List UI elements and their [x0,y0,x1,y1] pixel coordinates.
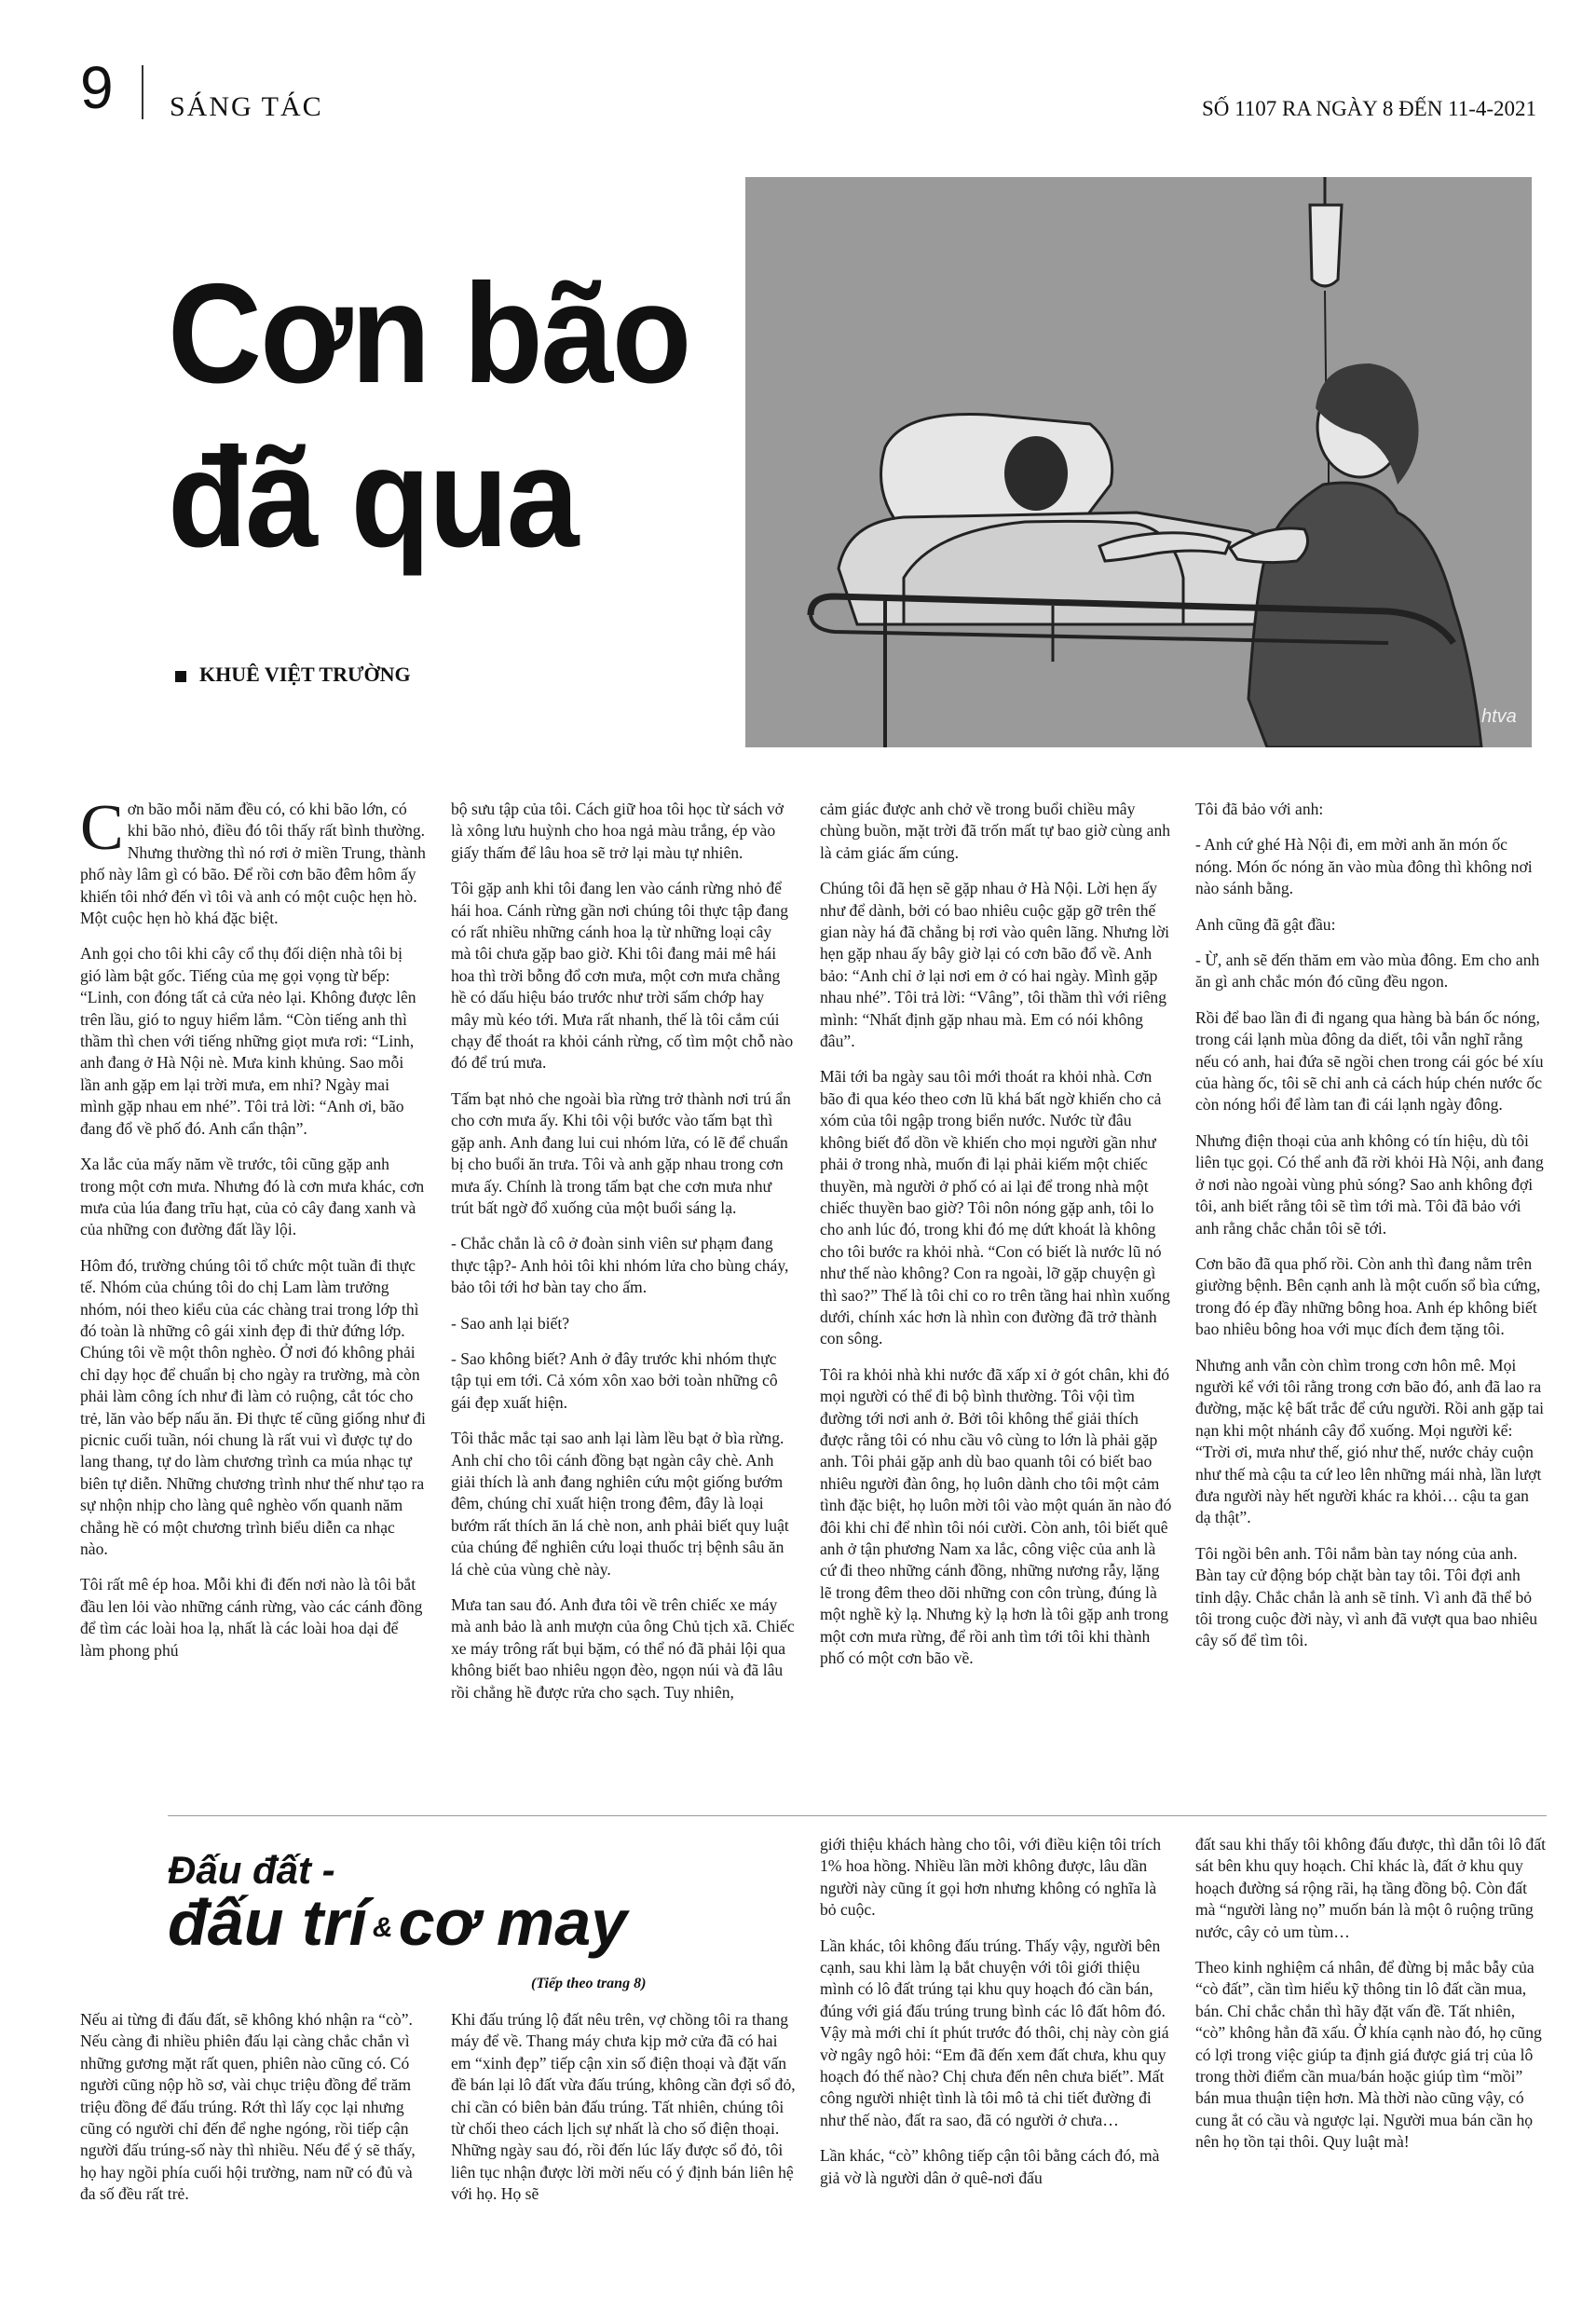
paragraph: - Chắc chắn là cô ở đoàn sinh viên sư phạm đang thực tập?- Anh hỏi tôi khi nhóm lửa cho bùng cháy, bảo tôi tới hơ bàn tay cho ấm. [451,1234,789,1297]
paragraph: Nhưng anh vẫn còn chìm trong cơn hôn mê. Mọi người kể với tôi rằng trong cơn bão đó, anh đã lao ra đường, mặc kệ bất trắc để cứu người. Rồi anh gặp tai nạn khi một nhánh cây đổ xuống. Mọi người kể: “Trời ơi, mưa như thế, gió như thế, nước chảy cuộn như thế mà cậu ta cứ leo lên những mái nhà, lần lượt đưa người này hết người khác ra khỏi… cậu ta gan dạ thật”. [1195,1355,1545,1527]
author-name: KHUÊ VIỆT TRƯỜNG [199,663,411,686]
paragraph: - Sao không biết? Anh ở đây trước khi nhóm thực tập tụi em tới. Cả xóm xôn xao bởi toàn những cô gái đẹp xuất hiện. [451,1348,778,1412]
page-number: 9 [80,54,114,121]
continued-note: (Tiếp theo trang 8) [531,1976,647,1991]
section-label: SÁNG TÁC [170,91,323,122]
paragraph: Lần khác, “cò” không tiếp cận tôi bằng cách đó, mà giả vờ là người dân ở quê-nơi đấu [820,2146,1160,2187]
article2-title-part1: đấu trí [168,1886,367,1959]
drop-cap: C [80,792,124,864]
paragraph: Tôi thắc mắc tại sao anh lại làm lều bạt ở bìa rừng. Anh chỉ cho tôi cánh đồng bạt ngàn cây chè. Anh giải thích là anh đang nghiên cứu một giống bướm đêm, chúng chỉ xuất hiện trong đêm, đây là loại bướm rất thích ăn lá chè non, anh phải biết quy luật của chúng để nghiên cứu loại thuốc trị bệnh sâu ăn lá chè của vùng chè này. [451,1429,789,1579]
paragraph: Mưa tan sau đó. Anh đưa tôi về trên chiếc xe máy mà anh bảo là anh mượn của ông Chủ tịch xã. Chiếc xe máy trông rất bụi bặm, có thể nó đã phải lội qua không biết bao nhiêu ngọn đèo, ngọn núi và đã lâu rồi chẳng hề được rửa cho sạch. Tuy nhiên, [451,1595,795,1702]
paragraph: giới thiệu khách hàng cho tôi, với điều kiện tôi trích 1% hoa hồng. Nhiều lần mời không được, lâu dần người này cũng ít gọi hơn nhưng không có nghĩa là bỏ cuộc. [820,1835,1162,1920]
story-title-line1: Cơn bão [168,254,690,413]
bullet-square-icon [175,671,186,682]
article2-column-1 [80,2009,425,2220]
article2-column-2 [451,2009,796,2220]
paragraph: - Sao anh lại biết? [451,1313,570,1333]
paragraph: cảm giác được anh chở về trong buổi chiều mây chùng buồn, mặt trời đã trốn mất tự bao giờ cùng anh là cảm giác ấm cúng. [820,800,1171,862]
paragraph: Mãi tới ba ngày sau tôi mới thoát ra khỏi nhà. Cơn bão đi qua kéo theo cơn lũ khá bất ngờ khiến cho cả xóm của tôi ngập trong biển nước. Nước từ đâu không biết đổ dồn về khiến cho mọi người gần như phải ở trong nhà, muốn đi lại phải kiếm một chiếc thuyền, mà người ở phố có ai lại để trong nhà một chiếc thuyền bao giờ? Tôi nôn nóng gặp anh, tôi lo cho anh lúc đó, trong khi đó mẹ dứt khoát là không cho tôi bước ra khỏi nhà. “Con có biết là nước lũ nó như thế nào không? Con ra ngoài, lỡ gặp chuyện gì thì sao?” Thế là tôi chỉ co ro trên tầng hai nhìn xuống dưới, chính xác hơn là nhìn con đường đã trở thành con sông. [820,1067,1170,1348]
paragraph: Theo kinh nghiệm cá nhân, để đừng bị mắc bẫy của “cò đất”, cần tìm hiểu kỹ thông tin lô đất cần mua, bán. Chỉ chắc chắn thì hãy đặt vấn đề. Tất nhiên, “cò” không hẳn đã xấu. Ở khía cạnh nào đó, họ cũng có lợi trong việc giúp ta định giá được giá trị của lô trong thời điểm cần mua/bán hoặc giúp tìm “mồi” bán mua thuận tiện hơn. Mà thời nào cũng vậy, có cung ắt có cầu và ngược lại. Người mua bán cần họ nên họ tồn tại thôi. Quy luật mà! [1195,1958,1542,2152]
article2-column-3 [820,1834,1174,2203]
article2-column-4 [1195,1834,1548,2168]
story-column-2 [451,799,796,1717]
paragraph: Anh cũng đã gật đầu: [1195,914,1336,934]
paragraph: Lần khác, tôi không đấu trúng. Thấy vậy, người bên cạnh, sau khi làm lạ bắt chuyện với tôi giới thiệu mình có lô đất trúng tại khu quy hoạch đó cần bán, đúng với giá đấu trúng trung bình các lô đất hôm đó. Vậy mà mới chỉ ít phút trước đó thôi, chị này còn giá vờ ngây ngô hỏi: “Em đã đến xem đất chưa, khu quy hoạch đó thế nào? Chị chưa đến nên chưa biết”. Mất công người nhiệt tình là tôi mô tả chi tiết đường đi như thế nào, đất ra sao, đã có người ở chưa… [820,1936,1169,2129]
issue-info: SỐ 1107 RA NGÀY 8 ĐẾN 11-4-2021 [1202,97,1537,120]
story-column-3 [820,799,1174,1683]
paragraph: Rồi để bao lần đi đi ngang qua hàng bà bán ốc nóng, trong cái lạnh mùa đông da diết, tôi vẫn nghĩ rằng nếu có anh, hai đứa sẽ ngồi chen trong cái góc bé xíu của hàng ốc, tôi sẽ chỉ anh cả cách húp chén nước ốc còn nóng hổi để làm tan đi cái lạnh ngày đông. [1195,1007,1544,1115]
section-divider [168,1815,1547,1816]
illustration-signature: htva [1481,706,1517,727]
paragraph: Tôi đã bảo với anh: [1195,800,1324,818]
article2-title-line1: Đấu đất - [168,1848,335,1892]
paragraph: Chúng tôi đã hẹn sẽ gặp nhau ở Hà Nội. Lời hẹn ấy như để dành, bởi có bao nhiêu cuộc gặp gỡ trên thế gian này há đã chẳng bị rơi vào quên lãng. Nhưng lời hẹn gặp nhau ấy bây giờ lại có cơn bão đổ về. Anh bảo: “Anh chỉ ở lại nơi em ở có hai ngày. Mình gặp nhau nhé”. Tôi trả lời: “Vâng”, tôi thầm thì với riêng mình: “Nhất định gặp nhau mà. Em có nói không đâu”. [820,879,1170,1051]
paragraph: Tôi ngồi bên anh. Tôi nắm bàn tay nóng của anh. Bàn tay cử động bóp chặt bàn tay tôi. Tôi đợi anh tỉnh dậy. Chắc chắn là anh sẽ tỉnh. Vì anh đã thể bỏ tôi trong cuộc đời này, vì anh đã vượt qua bao nhiêu cây số để tìm tôi. [1195,1543,1538,1650]
paragraph: Tôi gặp anh khi tôi đang len vào cánh rừng nhỏ để hái hoa. Cánh rừng gần nơi chúng tôi thực tập đang có rất nhiều những cánh hoa lạ từ những loại cây mà tôi chưa gặp bao giờ. Khi tôi đang mải mê hái hoa thì trời bỗng đổ cơn mưa, một cơn mưa chẳng hề có dấu hiệu báo trước như trời sấm chớp hay mây mù kéo tới. Mưa rất nhanh, thế là tôi cắm cúi chạy để thoát ra khỏi cánh rừng, cố tìm một chỗ nào đó để trú mưa. [451,879,794,1073]
paragraph: Tấm bạt nhỏ che ngoài bìa rừng trở thành nơi trú ẩn cho cơn mưa ấy. Khi tôi vội bước vào tấm bạt thì gặp anh. Anh đang lui cui nhóm lửa, có lẽ để chuẩn bị cho buổi ăn trưa. Tôi và anh gặp nhau trong cơn mưa ấy. Chính là trong tấm bạt che cơn mưa như trút bất ngờ đổ xuống của một buổi sáng lạ. [451,1088,791,1217]
paragraph: bộ sưu tập của tôi. Cách giữ hoa tôi học từ sách vở là xông lưu huỳnh cho hoa ngả màu trắng, ép vào giấy thấm để lâu hoa sẽ trở lại màu tự nhiên. [451,800,784,862]
paragraph: - Ừ, anh sẽ đến thăm em vào mùa đông. Em cho anh ăn gì anh chắc món đó cũng đều ngon. [1195,951,1540,992]
paragraph: Cơn bão đã qua phố rồi. Còn anh thì đang nằm trên giường bệnh. Bên cạnh anh là một cuốn sổ bìa cứng, trong đó ép đầy những bông hoa. Anh ép không biết bao nhiêu bông hoa với mục đích đem tặng tôi. [1195,1253,1541,1339]
paragraph: Xa lắc của mấy năm về trước, tôi cũng gặp anh trong một cơn mưa. Nhưng đó là cơn mưa khác, cơn mưa của lúa đang trĩu hạt, của cỏ cây đang xanh và của những con đường đất lầy lội. [80,1155,425,1239]
article2-title-part2: cơ may [398,1886,628,1959]
paragraph: Anh gọi cho tôi khi cây cổ thụ đối diện nhà tôi bị gió làm bật gốc. Tiếng của mẹ gọi vọng từ bếp: “Linh, con đóng tất cả cửa nẻo lại. Không được lên trên lầu, gió to nguy hiểm lắm. “Còn tiếng anh thì thầm thì chen với tiếng những giọt mưa rơi: “Linh, anh đang ở Hà Nội nè. Mưa kinh khủng. Sao mỗi lần anh gặp em lại trời mưa, em nhỉ? Ngày mai mình gặp nhau em nhé”. Tôi trả lời: “Anh ơi, bão đang đổ về phố đó. Anh cẩn thận”. [80,944,416,1138]
paragraph: Nhưng điện thoại của anh không có tín hiệu, dù tôi liên tục gọi. Có thể anh đã rời khỏi Hà Nội, anh đang ở nơi nào ngoài vùng phủ sóng? Sao anh không đợi tôi, anh biết rằng tôi sẽ tìm tới mà. Tôi đã bảo với anh rằng chắc chắn tôi sẽ tới. [1195,1130,1544,1238]
hospital-illustration [745,177,1532,747]
story-title-line2: đã qua [168,418,578,577]
story-column-1 [80,792,427,1676]
article2-title-ampersand: & [372,1911,393,1943]
header-divider [142,65,143,119]
paragraph: ơn bão mỗi năm đều có, có khi bão lớn, có khi bão nhỏ, điều đó tôi thấy rất bình thường. Nhưng thường thì nó rơi ở miền Trung, thành phố này lâm gì có bão. Để rồi cơn bão đêm hôm ấy khiến tôi nhớ đến vì tôi và anh có một cuộc hẹn hò. Một cuộc hẹn hò khá đặc biệt. [80,800,426,928]
story-column-4 [1195,799,1548,1666]
story-title [168,252,716,580]
author-byline [175,663,411,687]
paragraph: Nếu ai từng đi đấu đất, sẽ không khó nhận ra “cò”. Nếu càng đi nhiều phiên đấu lại càng chắc chắn vì những gương mặt rất quen, phiên nào cũng có. Có người cũng nộp hồ sơ, vài chục triệu đồng để trăm triệu đồng để đấu trúng. Rớt thì lấy cọc lại nhưng cũng có người chỉ đến để nghe ngóng, rồi tiếp cận người đấu trúng-số này thì nhiều. Nếu để ý sẽ thấy, họ hay ngồi phía cuối hội trường, nam nữ có đủ và đa số đều rất trẻ. [80,2010,416,2204]
paragraph: Tôi ra khỏi nhà khi nước đã xấp xỉ ở gót chân, khi đó mọi người có thể đi bộ bình thường. Tôi vội tìm đường tới nơi anh ở. Bởi tôi không thể giải thích được rằng tôi có nhu cầu vô cùng to lớn là phải gặp anh. Tôi phải gặp anh dù bao quanh tôi có biết bao nhiêu người đàn ông, họ luôn dành cho tôi một cảm tình đặc biệt, họ luôn mời tôi vào một quán ăn nào đó đôi khi chỉ để nhìn tôi nói cười. Còn anh, tôi biết quê anh ở tận phương Nam xa lắc, công việc của anh là cứ đi theo những cánh đồng, những nương rẫy, lặng lẽ trong đêm theo dõi những con côn trùng, đúng là một nghề kỳ lạ. Nhưng kỳ lạ hơn là tôi gặp anh trong một cơn mưa rừng, để rồi anh tìm tới tôi khi thành phố có một cơn bão về. [820,1364,1172,1668]
article2-title-line2 [168,1885,627,1960]
paragraph: Khi đấu trúng lộ đất nêu trên, vợ chồng tôi ra thang máy để về. Thang máy chưa kịp mở cửa đã có hai em “xinh đẹp” tiếp cận xin số điện thoại và đặt vấn đề bán lại lô đất vừa đấu trúng, không cần đợi sổ đỏ, chỉ cần có biên bản đấu trúng. Tất nhiên, chúng tôi từ chối theo cách lịch sự nhất là cho số điện thoại. Những ngày sau đó, rồi đến lúc lấy được sổ đỏ, tôi liên tục nhận được lời mời nếu có ý định bán liên hệ với họ. Họ sẽ [451,2010,796,2204]
paragraph: Hôm đó, trường chúng tôi tổ chức một tuần đi thực tế. Nhóm của chúng tôi do chị Lam làm trưởng nhóm, nói theo kiểu của các chàng trai trong lớp thì đó toàn là những cô gái xinh đẹp đi thử đứng lớp. Chúng tôi về một thôn nghèo. Ở nơi đó không phải chỉ dạy học để chuẩn bị cho ngày ra trường, mà còn phải làm công ích như đi làm cỏ ruộng, cắt tóc cho trẻ, lăn vào bếp nấu ăn. Đi thực tế cũng giống như đi picnic cuối tuần, nói chung là rất vui vì được tự do lang thang, tự do làm chương trình ca múa nhạc tự biên tự diễn. Những chương trình như thế như tạo ra sự nhộn nhịp cho làng quê nghèo vốn quanh năm chẳng hề có một chương trình biểu diễn ca nhạc nào. [80,1255,426,1558]
paragraph: đất sau khi thấy tôi không đấu được, thì dẫn tôi lô đất sát bên khu quy hoạch. Chỉ khác là, đất ở khu quy hoạch đường sá rộng rãi, hạ tầng đồng bộ. Còn đất mà “người làng nọ” muốn bán là một ô ruộng trũng nước, cây cỏ um tùm… [1195,1835,1547,1941]
paragraph: - Anh cứ ghé Hà Nội đi, em mời anh ăn món ốc nóng. Món ốc nóng ăn vào mùa đông thì không nơi nào sánh bằng. [1195,835,1533,898]
paragraph: Tôi rất mê ép hoa. Mỗi khi đi đến nơi nào là tôi bắt đầu len lỏi vào những cánh rừng, vào các cánh đồng để tìm các loài hoa lạ, nhất là các loài hoa dại để làm phong phú [80,1575,423,1660]
